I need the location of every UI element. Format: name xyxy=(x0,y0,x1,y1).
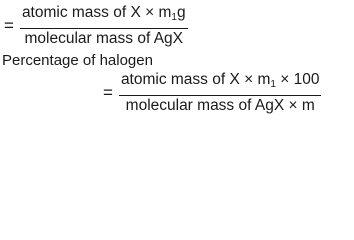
fraction-1-denominator: molecular mass of AgX xyxy=(24,30,184,47)
equation-2 xyxy=(103,71,321,115)
percentage-label: Percentage of halogen xyxy=(2,52,153,69)
numerator-suffix: g xyxy=(176,4,186,21)
equation-1 xyxy=(4,4,188,48)
numerator-text: atomic mass of X × m xyxy=(21,4,172,21)
equals-sign: = xyxy=(103,83,113,102)
fraction-1-numerator xyxy=(20,4,188,28)
fraction-2-denominator: molecular mass of AgX × m xyxy=(125,97,315,114)
numerator-text: atomic mass of X × m xyxy=(120,71,271,88)
fraction-2 xyxy=(119,71,322,115)
fraction-1 xyxy=(20,4,188,48)
numerator-subscript: 1 xyxy=(270,79,276,90)
numerator-subscript: 1 xyxy=(171,12,177,23)
numerator-suffix: × 100 xyxy=(275,71,320,88)
fraction-2-numerator xyxy=(119,71,322,95)
equals-sign: = xyxy=(4,16,14,35)
